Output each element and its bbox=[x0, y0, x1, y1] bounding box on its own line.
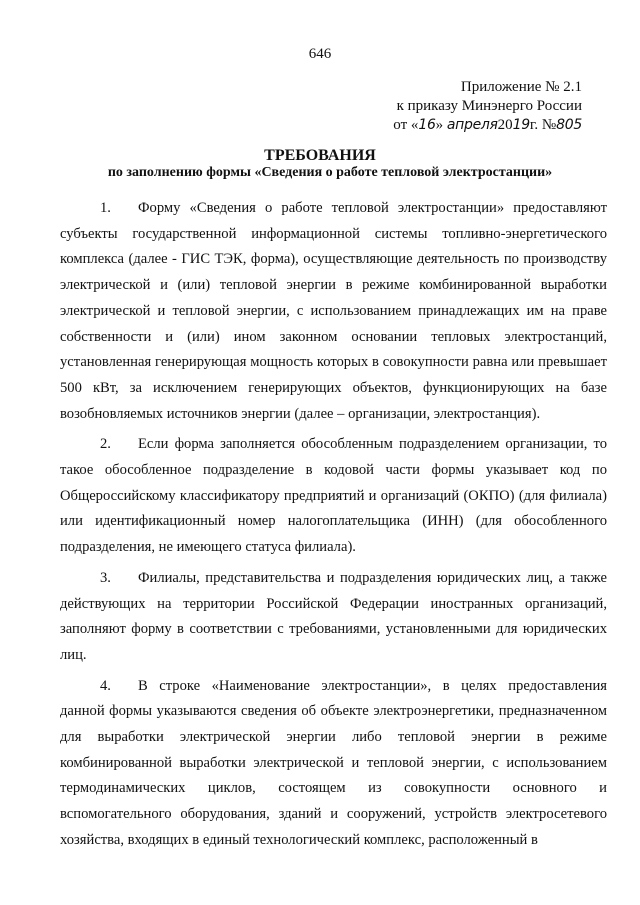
appendix-line-3 bbox=[322, 116, 582, 135]
handwritten-month: апреля bbox=[446, 117, 498, 133]
paragraph-text: В строке «Наименование электростанции», в целях предоставления данной формы указываются сведения об объекте электроэнергетики, предназначенном для выработки электрической энергии либо тепловой энергии в режиме комбинированной выработки электрической и тепловой энергии, с использованием термодинамических циклов, состоящем из совокупности основного и вспомогательного оборудования, зданий и сооружений, устройств электросетевого хозяйства, входящих в единый технологический комплекс, расположенный в bbox=[60, 677, 607, 848]
handwritten-order-number: 805 bbox=[556, 117, 582, 133]
appendix-line-2: к приказу Минэнерго России bbox=[396, 98, 582, 114]
paragraph-1 bbox=[60, 196, 607, 427]
document-subtitle: по заполнению формы «Сведения о работе тепловой электростанции» bbox=[107, 165, 553, 180]
order-date-prefix: от « bbox=[393, 117, 419, 133]
paragraph-text: Филиалы, представительства и подразделения юридических лиц, а также действующих на территории Российской Федерации иностранных организаций, заполняют форму в соответствии с требованиями, установленными для юридических лиц. bbox=[60, 569, 607, 663]
order-number-prefix: г. № bbox=[529, 117, 557, 133]
order-year-prefix: 20 bbox=[497, 117, 513, 133]
appendix-block bbox=[322, 78, 582, 135]
paragraph-3 bbox=[60, 566, 607, 669]
document-body bbox=[60, 196, 607, 854]
paragraph-number: 1. bbox=[100, 200, 111, 216]
paragraph-number: 2. bbox=[100, 436, 111, 453]
paragraph-2 bbox=[60, 432, 607, 561]
handwritten-year: 19 bbox=[512, 117, 530, 133]
order-date-mid: » bbox=[435, 117, 447, 133]
document-title: ТРЕБОВАНИЯ bbox=[264, 147, 376, 164]
handwritten-day: 16 bbox=[418, 117, 436, 133]
paragraph-4 bbox=[60, 674, 607, 854]
paragraph-number: 4. bbox=[100, 677, 111, 694]
paragraph-number: 3. bbox=[100, 569, 111, 586]
paragraph-text: Если форма заполняется обособленным подразделением организации, то такое обособленное подразделение в кодовой части формы указывает код по Общероссийскому классификатору предприятий и организаций (ОКПО) (для филиала) или идентификационный номер налогоплательщика (ИНН) (для обособленного подразделения, не имеющего статуса филиала). bbox=[60, 436, 607, 556]
paragraph-text: Форму «Сведения о работе тепловой электростанции» предоставляют субъекты государственной информационной системы топливно-энергетического комплекса (далее - ГИС ТЭК, форма), осуществляющие деятельность по производству электрической и (или) тепловой энергии в режиме комбинированной выработки электрической и тепловой энергии, с использованием принадлежащих им на праве собственности и (или) ином законном основании тепловых электростанций, установленная генерирующая мощность которых в совокупности равна или превышает 500 кВт, за исключением генерирующих объектов, функционирующих на базе возобновляемых источников энергии (далее – организации, электростанция). bbox=[60, 200, 607, 422]
page-number: 646 bbox=[308, 46, 332, 62]
appendix-line-1: Приложение № 2.1 bbox=[460, 79, 582, 95]
